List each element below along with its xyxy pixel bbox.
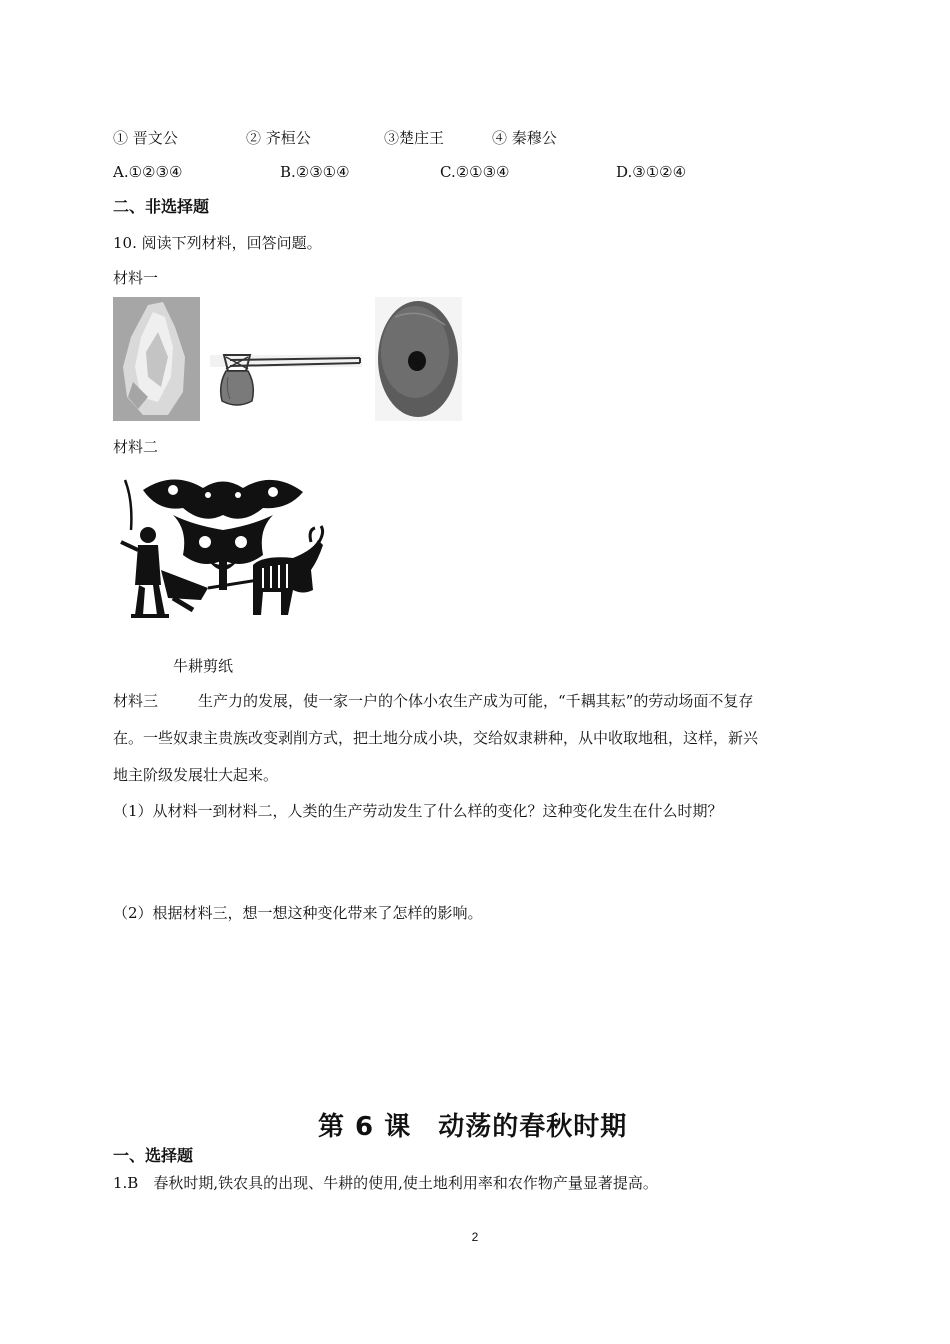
q10-sub2: （2）根据材料三，想一想这种变化带来了怎样的影响。 — [113, 904, 483, 922]
lesson6-answer1: 1.B 春秋时期,铁农具的出现、牛耕的使用,使土地利用率和农作物产量显著提高。 — [113, 1174, 658, 1192]
lesson6-section1-heading: 一、选择题 — [113, 1146, 194, 1165]
material2-label: 材料二 — [113, 438, 159, 456]
answer-choice-c: C.②①③④ — [440, 163, 510, 181]
option-2: ② 齐桓公 — [246, 129, 311, 147]
material3-label: 材料三 — [113, 692, 159, 710]
q10-stem: 10. 阅读下列材料，回答问题。 — [113, 234, 322, 252]
option-1: ① 晋文公 — [113, 129, 178, 147]
lesson6-title: 第 6 课 动荡的春秋时期 — [318, 1112, 628, 1142]
option-4: ④ 秦穆公 — [492, 129, 557, 147]
answer-choice-b: B.②③①④ — [280, 163, 350, 181]
option-3: ③楚庄王 — [384, 129, 445, 147]
material1-label: 材料一 — [113, 269, 159, 287]
stone-tool-photo — [113, 297, 200, 421]
stone-axe-drawing — [210, 345, 362, 413]
answer-choice-a — [113, 162, 188, 182]
section2-heading: 二、非选择题 — [113, 197, 210, 216]
answer-choice-a-text: A.①②③④ — [113, 163, 183, 181]
material3-line3: 地主阶级发展壮大起来。 — [113, 766, 279, 784]
material2-caption: 牛耕剪纸 — [173, 657, 234, 675]
material3-line2: 在。一些奴隶主贵族改变剥削方式，把土地分成小块，交给奴隶耕种，从中收取地租，这样，新兴 — [113, 729, 759, 747]
answer-choice-d: D.③①②④ — [616, 163, 687, 181]
ox-plowing-papercut — [113, 470, 326, 620]
q10-sub1: （1）从材料一到材料二，人类的生产劳动发生了什么样的变化？这种变化发生在什么时期？ — [113, 802, 723, 820]
stone-disc-photo — [375, 297, 462, 421]
page-number: 2 — [471, 1230, 479, 1244]
material3-line1: 生产力的发展，使一家一户的个体小农生产成为可能，“千耦其耘”的劳动场面不复存 — [198, 692, 754, 710]
